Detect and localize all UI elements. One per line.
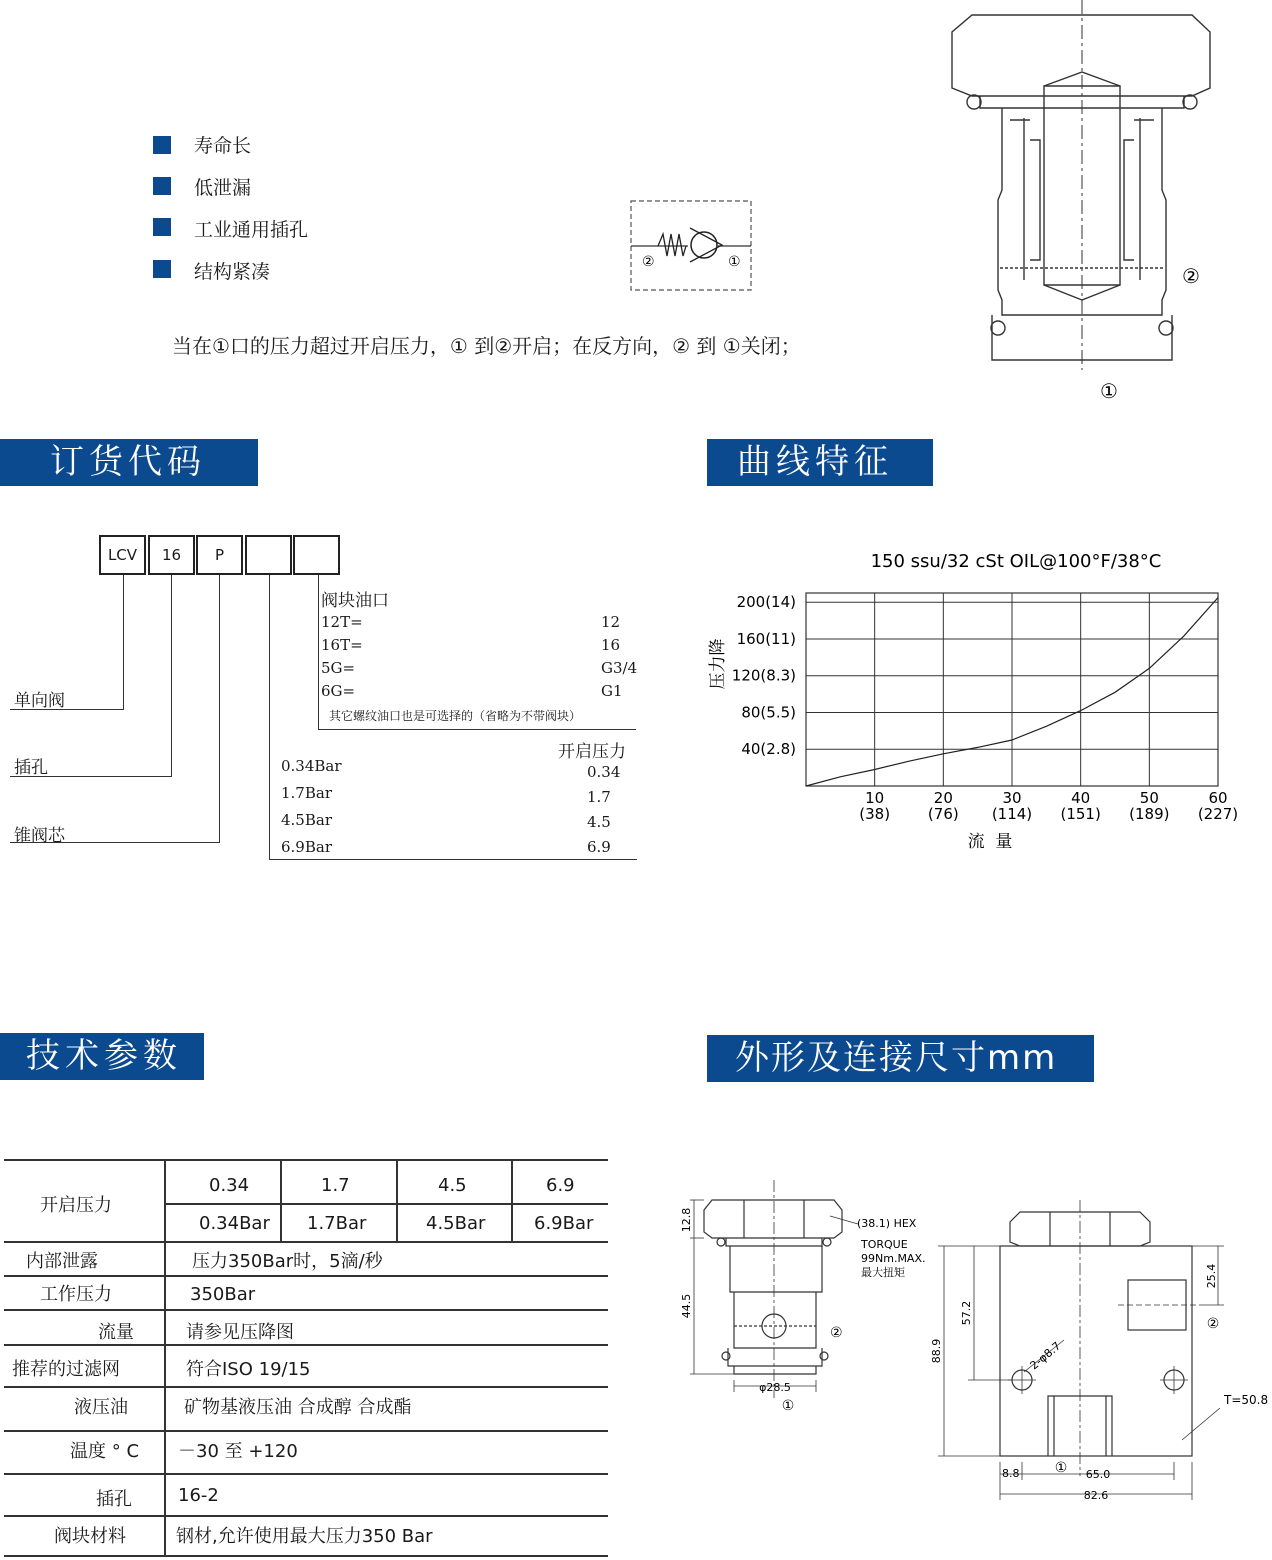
pressure-drop-chart — [690, 540, 1260, 860]
pressure-title: 开启压力 — [558, 742, 626, 762]
x-tick-label: 40 — [1071, 789, 1091, 807]
x-tick-label: 10 — [865, 789, 885, 807]
dim-57-2: 57.2 — [960, 1300, 973, 1326]
section-curve-title: 曲线特征 — [707, 439, 933, 486]
block-port-2: ② — [1206, 1316, 1220, 1332]
x-tick-label: 60 — [1208, 789, 1228, 807]
section-dimensions-title: 外形及连接尺寸mm — [707, 1035, 1094, 1082]
port-code: 6G= — [321, 682, 356, 700]
spec-value: 350Bar — [190, 1284, 256, 1305]
spec-value: －30 至 +120 — [178, 1441, 298, 1462]
spec-label: 流量 — [98, 1322, 134, 1343]
port-value: 12 — [601, 613, 621, 631]
dim-28-5: φ28.5 — [759, 1381, 791, 1394]
bullet-square — [153, 218, 171, 236]
spec-value: 符合ISO 19/15 — [186, 1359, 311, 1380]
spec-value: 16-2 — [178, 1485, 219, 1506]
cartridge-port-1: ① — [781, 1398, 795, 1414]
port-code: 16T= — [321, 636, 363, 654]
label-check-valve: 单向阀 — [14, 691, 65, 711]
feature-item: 结构紧凑 — [194, 261, 271, 283]
section-ordering-title: 订货代码 — [0, 439, 258, 486]
block-thickness: T=50.8 — [1224, 1393, 1269, 1407]
spec-cracking-code: 1.7 — [321, 1175, 350, 1196]
y-tick-label: 80(5.5) — [741, 703, 796, 722]
code-box-cavity: 16 — [148, 535, 195, 575]
code-box-type: LCV — [99, 535, 146, 575]
pressure-code: 4.5Bar — [281, 811, 332, 829]
y-tick-label: 120(8.3) — [731, 666, 796, 685]
spec-cracking-value: 6.9Bar — [534, 1213, 594, 1234]
chart-grid — [806, 593, 1218, 786]
label-cavity: 插孔 — [14, 758, 48, 778]
dim-82-6: 82.6 — [1083, 1489, 1109, 1502]
spec-cracking-value: 0.34Bar — [199, 1213, 270, 1234]
cartridge-section-drawing — [940, 0, 1220, 405]
leader-line — [269, 859, 637, 860]
bullet-square — [153, 136, 171, 154]
feature-item: 工业通用插孔 — [194, 219, 309, 241]
dim-8-8: 8.8 — [1002, 1467, 1020, 1480]
dim-44-5: 44.5 — [680, 1293, 693, 1319]
hole-spec: 2-φ8.7 — [1027, 1339, 1064, 1373]
chart-title: 150 ssu/32 cSt OIL@100°F/38°C — [870, 551, 1162, 572]
port-value: 16 — [601, 636, 621, 654]
port-code: 12T= — [321, 613, 363, 631]
spec-cracking-value: 1.7Bar — [307, 1213, 367, 1234]
section-port-1: ① — [1100, 379, 1118, 403]
spec-cracking-code: 6.9 — [546, 1175, 575, 1196]
bullet-square — [153, 260, 171, 278]
spring-icon — [658, 234, 686, 256]
symbol-port-1: ① — [728, 254, 741, 270]
dim-25-4: 25.4 — [1205, 1263, 1218, 1289]
feature-item: 寿命长 — [194, 135, 252, 157]
feature-item: 低泄漏 — [194, 177, 252, 199]
section-specs-title: 技术参数 — [0, 1033, 204, 1080]
leader-line — [171, 575, 172, 777]
function-description: 当在①口的压力超过开启压力，① 到②开启；在反方向，② 到 ①关闭； — [172, 334, 801, 358]
spec-label: 阀块材料 — [54, 1526, 126, 1547]
torque-value: 99Nm.MAX. — [861, 1252, 926, 1265]
leader-line — [219, 575, 220, 843]
spec-cracking-code: 0.34 — [209, 1175, 250, 1196]
spec-label: 内部泄露 — [26, 1251, 98, 1272]
pressure-value: 0.34 — [587, 763, 621, 781]
cartridge-port-2: ② — [830, 1325, 843, 1341]
pressure-code: 1.7Bar — [281, 784, 332, 802]
chart-ticks — [732, 593, 1238, 823]
bullet-square — [153, 177, 171, 195]
leader-line — [123, 575, 124, 710]
torque-label: TORQUE — [861, 1238, 908, 1251]
spec-value: 矿物基液压油 合成醇 合成酯 — [184, 1397, 412, 1418]
chart-ylabel: 压力降 — [708, 638, 728, 690]
pressure-value: 1.7 — [587, 788, 611, 806]
torque-cn: 最大扭矩 — [861, 1266, 905, 1279]
leader-line — [318, 729, 636, 730]
code-box-pressure — [245, 535, 292, 575]
x-tick-sublabel: (76) — [927, 805, 959, 823]
spec-label: 插孔 — [96, 1489, 132, 1510]
pressure-value: 4.5 — [587, 813, 611, 831]
hex-size: (38.1) HEX — [857, 1217, 917, 1230]
y-tick-label: 40(2.8) — [741, 740, 796, 759]
spec-cracking-code: 4.5 — [438, 1175, 467, 1196]
dim-88-9: 88.9 — [930, 1338, 943, 1364]
check-valve-symbol — [628, 198, 754, 293]
pressure-code: 6.9Bar — [281, 838, 332, 856]
leader-line — [269, 575, 270, 860]
symbol-port-2: ② — [642, 254, 655, 270]
spec-label: 温度 ° C — [70, 1441, 140, 1462]
x-tick-sublabel: (227) — [1197, 805, 1239, 823]
block-port-1: ① — [1054, 1460, 1068, 1476]
spec-value: 请参见压降图 — [186, 1322, 294, 1343]
y-tick-label: 200(14) — [736, 593, 796, 612]
spec-cracking-value: 4.5Bar — [426, 1213, 486, 1234]
port-code: 5G= — [321, 659, 356, 677]
x-tick-label: 50 — [1139, 789, 1159, 807]
x-tick-sublabel: (114) — [991, 805, 1033, 823]
chart-xlabel: 流 量 — [967, 832, 1013, 852]
dim-65: 65.0 — [1085, 1468, 1111, 1481]
code-box-poppet: P — [196, 535, 243, 575]
spec-value: 钢材,允许使用最大压力350 Bar — [176, 1526, 433, 1547]
x-tick-sublabel: (189) — [1129, 805, 1170, 823]
y-tick-label: 160(11) — [736, 629, 796, 648]
x-tick-sublabel: (38) — [859, 805, 891, 823]
x-tick-label: 20 — [933, 789, 953, 807]
spec-label: 工作压力 — [40, 1284, 112, 1305]
x-tick-label: 30 — [1002, 789, 1022, 807]
spec-label: 推荐的过滤网 — [12, 1359, 120, 1380]
section-port-2: ② — [1182, 264, 1200, 288]
cartridge-dimension-drawing — [670, 1180, 950, 1420]
manifold-block-drawing — [930, 1200, 1272, 1540]
port-value: G3/4 — [601, 659, 638, 677]
port-value: G1 — [601, 682, 623, 700]
x-tick-sublabel: (151) — [1060, 805, 1101, 823]
code-box-ports — [293, 535, 340, 575]
pressure-value: 6.9 — [587, 838, 611, 856]
spec-label-cracking: 开启压力 — [40, 1195, 112, 1216]
label-poppet: 锥阀芯 — [14, 826, 65, 846]
dim-12-8: 12.8 — [680, 1207, 693, 1233]
spec-value: 压力350Bar时，5滴/秒 — [192, 1251, 383, 1272]
ports-title: 阀块油口 — [321, 591, 389, 611]
spec-label: 液压油 — [74, 1397, 128, 1418]
ports-note: 其它螺纹油口也是可选择的（省略为不带阀块） — [329, 709, 582, 723]
leader-line — [318, 575, 319, 730]
pressure-code: 0.34Bar — [281, 757, 342, 775]
